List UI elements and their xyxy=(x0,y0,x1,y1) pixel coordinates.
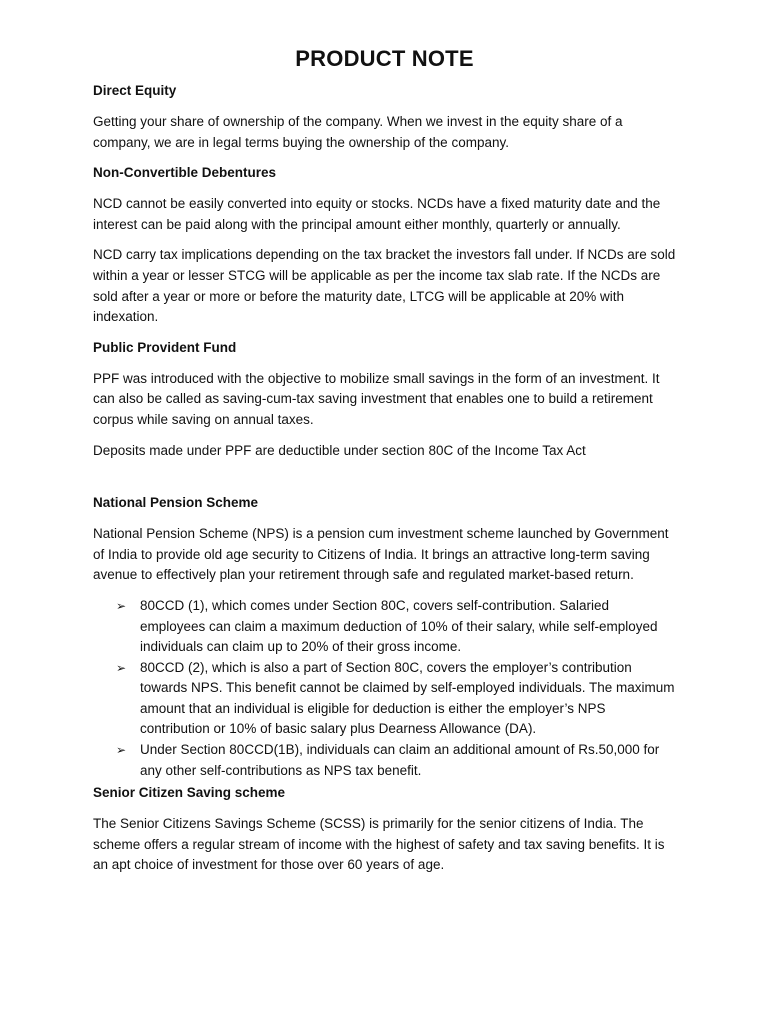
list-item-text: Under Section 80CCD(1B), individuals can claim an additional amount of Rs.50,000 for any other self-contributions as NPS tax benefit. xyxy=(140,742,660,778)
page-title: PRODUCT NOTE xyxy=(295,46,474,71)
heading-nps: National Pension Scheme xyxy=(93,495,259,511)
list-item xyxy=(116,596,676,658)
arrow-bullet-icon: ➢ xyxy=(116,660,127,675)
paragraph-ppf-2: Deposits made under PPF are deductible under section 80C of the Income Tax Act xyxy=(93,442,586,458)
paragraph-scss: The Senior Citizens Savings Scheme (SCSS) is primarily for the senior citizens of India. The scheme offers a regular stream of income with the highest of safety and tax saving benefits. It is an apt choice of investment for those over 60 years of age. xyxy=(93,816,665,873)
paragraph-ncd-1: NCD cannot be easily converted into equity or stocks. NCDs have a fixed maturity date and the interest can be paid along with the principal amount either monthly, quarterly or annually. xyxy=(93,196,661,232)
paragraph-nps: National Pension Scheme (NPS) is a pension cum investment scheme launched by Government of India to provide old age security to Citizens of India. It brings an attractive long-term saving avenue to effectively plan your retirement through safe and regulated market-based return. xyxy=(93,526,669,583)
list-item-text: 80CCD (2), which is also a part of Section 80C, covers the employer’s contribution towards NPS. This benefit cannot be claimed by self-employed individuals. The maximum amount that an individual is eligible for deduction is either the employer’s NPS contribution or 10% of basic salary plus Dearness Allowance (DA). xyxy=(140,659,675,737)
list-item xyxy=(116,658,676,740)
paragraph-ppf-1: PPF was introduced with the objective to mobilize small savings in the form of an investment. It can also be called as saving-cum-tax saving investment that enables one to build a retirement corpus while saving on annual taxes. xyxy=(93,370,660,427)
nps-bullet-list xyxy=(93,596,676,781)
arrow-bullet-icon: ➢ xyxy=(116,743,127,758)
paragraph-direct-equity: Getting your share of ownership of the company. When we invest in the equity share of a company, we are in legal terms buying the ownership of the company. xyxy=(93,114,623,150)
heading-direct-equity: Direct Equity xyxy=(93,83,177,98)
heading-ncd: Non-Convertible Debentures xyxy=(93,165,277,181)
list-item xyxy=(116,740,676,781)
arrow-bullet-icon: ➢ xyxy=(116,598,127,613)
heading-scss: Senior Citizen Saving scheme xyxy=(93,785,286,801)
paragraph-ncd-2: NCD carry tax implications depending on the tax bracket the investors fall under. If NCDs are sold within a year or lesser STCG will be applicable as per the income tax slab rate. If the NCDs are sold after a year or more or before the maturity date, LTCG will be applicable at 20% with indexation. xyxy=(93,247,676,325)
list-item-text: 80CCD (1), which comes under Section 80C, covers self-contribution. Salaried employees can claim a maximum deduction of 10% of their salary, while self-employed individuals can claim up to 20% of their gross income. xyxy=(140,597,658,655)
heading-ppf: Public Provident Fund xyxy=(93,339,237,355)
